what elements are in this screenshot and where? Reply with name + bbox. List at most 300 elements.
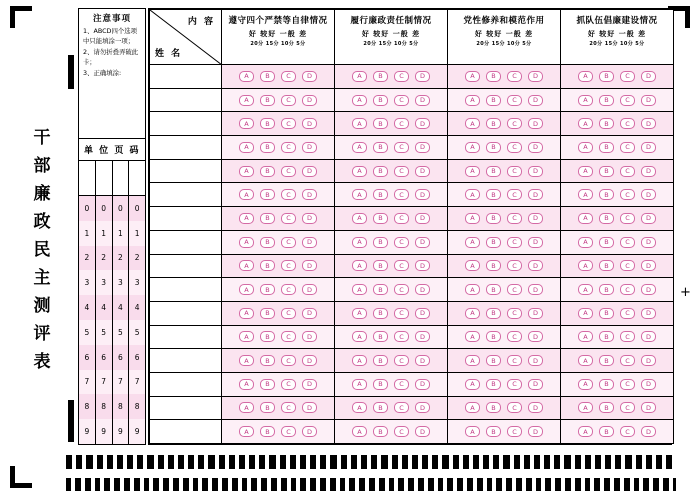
unit-code-digit-bubble[interactable]: 5 [129,320,145,345]
unit-code-write-box[interactable] [79,161,95,196]
bubble-option-d[interactable]: D [641,355,656,366]
bubble-option-a[interactable]: A [239,71,254,82]
bubble-option-b[interactable]: B [260,260,275,271]
bubble-option-d[interactable]: D [528,166,543,177]
bubble-option-a[interactable]: A [239,118,254,129]
unit-code-write-box[interactable] [96,161,112,196]
bubble-option-c[interactable]: C [507,426,522,437]
bubble-group[interactable] [335,136,448,160]
unit-code-digit-bubble[interactable]: 1 [113,221,129,246]
bubble-group[interactable] [448,112,561,136]
bubble-option-a[interactable]: A [578,308,593,319]
bubble-group[interactable] [448,207,561,231]
bubble-option-d[interactable]: D [641,213,656,224]
bubble-option-b[interactable]: B [486,166,501,177]
bubble-option-a[interactable]: A [578,260,593,271]
bubble-option-c[interactable]: C [507,189,522,200]
bubble-group[interactable] [335,420,448,444]
bubble-option-b[interactable]: B [599,237,614,248]
name-field[interactable] [150,420,222,444]
bubble-option-d[interactable]: D [302,95,317,106]
bubble-option-a[interactable]: A [465,166,480,177]
bubble-option-c[interactable]: C [620,166,635,177]
bubble-option-c[interactable]: C [620,142,635,153]
bubble-option-c[interactable]: C [620,426,635,437]
name-field[interactable] [150,254,222,278]
unit-code-grid[interactable] [78,161,146,445]
bubble-option-a[interactable]: A [465,379,480,390]
bubble-option-c[interactable]: C [394,331,409,342]
bubble-option-b[interactable]: B [373,402,388,413]
bubble-option-c[interactable]: C [281,142,296,153]
unit-code-digit-bubble[interactable]: 0 [96,196,112,221]
bubble-group[interactable] [335,112,448,136]
bubble-option-b[interactable]: B [260,379,275,390]
bubble-option-c[interactable]: C [394,308,409,319]
bubble-option-d[interactable]: D [641,71,656,82]
bubble-option-a[interactable]: A [578,379,593,390]
bubble-option-d[interactable]: D [641,284,656,295]
name-field[interactable] [150,230,222,254]
unit-code-digit-bubble[interactable]: 7 [113,370,129,395]
bubble-option-c[interactable]: C [394,426,409,437]
bubble-option-b[interactable]: B [599,95,614,106]
bubble-group[interactable] [222,372,335,396]
bubble-option-c[interactable]: C [507,166,522,177]
bubble-option-b[interactable]: B [599,308,614,319]
bubble-option-d[interactable]: D [415,260,430,271]
bubble-option-b[interactable]: B [260,95,275,106]
bubble-option-b[interactable]: B [486,355,501,366]
bubble-group[interactable] [335,349,448,373]
bubble-group[interactable] [335,65,448,89]
bubble-option-c[interactable]: C [394,260,409,271]
bubble-option-d[interactable]: D [302,237,317,248]
bubble-option-b[interactable]: B [373,308,388,319]
bubble-option-c[interactable]: C [281,71,296,82]
bubble-option-c[interactable]: C [394,142,409,153]
unit-code-digit-bubble[interactable]: 4 [113,295,129,320]
bubble-option-a[interactable]: A [352,308,367,319]
bubble-option-a[interactable]: A [578,142,593,153]
bubble-group[interactable] [335,88,448,112]
bubble-option-d[interactable]: D [415,426,430,437]
bubble-option-a[interactable]: A [578,71,593,82]
bubble-group[interactable] [448,88,561,112]
bubble-option-b[interactable]: B [599,402,614,413]
bubble-option-b[interactable]: B [260,213,275,224]
bubble-option-d[interactable]: D [641,426,656,437]
bubble-option-a[interactable]: A [239,95,254,106]
bubble-group[interactable] [222,65,335,89]
bubble-option-d[interactable]: D [302,71,317,82]
bubble-option-c[interactable]: C [394,379,409,390]
bubble-option-b[interactable]: B [486,95,501,106]
bubble-option-b[interactable]: B [486,308,501,319]
bubble-option-d[interactable]: D [302,308,317,319]
bubble-option-d[interactable]: D [641,166,656,177]
bubble-option-a[interactable]: A [352,71,367,82]
unit-code-digit-bubble[interactable]: 5 [113,320,129,345]
bubble-option-b[interactable]: B [486,402,501,413]
bubble-option-b[interactable]: B [599,189,614,200]
bubble-group[interactable] [561,254,674,278]
unit-code-column[interactable] [129,161,145,444]
bubble-option-d[interactable]: D [415,189,430,200]
bubble-option-d[interactable]: D [641,95,656,106]
bubble-option-d[interactable]: D [528,379,543,390]
bubble-option-a[interactable]: A [578,95,593,106]
bubble-group[interactable] [335,396,448,420]
bubble-option-c[interactable]: C [281,379,296,390]
bubble-option-b[interactable]: B [599,284,614,295]
bubble-option-d[interactable]: D [415,284,430,295]
bubble-group[interactable] [561,183,674,207]
bubble-group[interactable] [448,278,561,302]
bubble-group[interactable] [448,396,561,420]
bubble-option-d[interactable]: D [528,402,543,413]
bubble-option-c[interactable]: C [620,237,635,248]
bubble-option-a[interactable]: A [578,355,593,366]
bubble-option-a[interactable]: A [239,260,254,271]
bubble-option-d[interactable]: D [641,379,656,390]
bubble-option-b[interactable]: B [260,284,275,295]
bubble-option-c[interactable]: C [620,355,635,366]
bubble-option-c[interactable]: C [507,71,522,82]
bubble-option-d[interactable]: D [528,213,543,224]
bubble-option-d[interactable]: D [302,213,317,224]
name-field[interactable] [150,396,222,420]
bubble-option-c[interactable]: C [507,379,522,390]
bubble-option-b[interactable]: B [260,166,275,177]
bubble-option-a[interactable]: A [352,213,367,224]
unit-code-digit-bubble[interactable]: 8 [129,394,145,419]
unit-code-digit-bubble[interactable]: 3 [129,270,145,295]
bubble-option-b[interactable]: B [373,284,388,295]
bubble-option-c[interactable]: C [620,189,635,200]
unit-code-digit-bubble[interactable]: 0 [113,196,129,221]
bubble-option-b[interactable]: B [486,237,501,248]
bubble-group[interactable] [335,372,448,396]
bubble-option-d[interactable]: D [528,355,543,366]
unit-code-digit-bubble[interactable]: 1 [79,221,95,246]
bubble-option-a[interactable]: A [465,331,480,342]
bubble-group[interactable] [561,325,674,349]
bubble-option-a[interactable]: A [352,166,367,177]
bubble-group[interactable] [561,230,674,254]
bubble-option-b[interactable]: B [260,237,275,248]
bubble-option-c[interactable]: C [620,118,635,129]
unit-code-digit-bubble[interactable]: 5 [79,320,95,345]
bubble-option-c[interactable]: C [620,71,635,82]
bubble-group[interactable] [222,88,335,112]
bubble-option-a[interactable]: A [239,284,254,295]
bubble-option-a[interactable]: A [352,379,367,390]
bubble-option-b[interactable]: B [599,331,614,342]
unit-code-digit-bubble[interactable]: 0 [79,196,95,221]
name-field[interactable] [150,349,222,373]
bubble-option-b[interactable]: B [599,118,614,129]
bubble-option-d[interactable]: D [641,118,656,129]
bubble-option-b[interactable]: B [260,142,275,153]
bubble-option-b[interactable]: B [373,142,388,153]
bubble-option-c[interactable]: C [281,284,296,295]
bubble-option-d[interactable]: D [415,237,430,248]
unit-code-digit-bubble[interactable]: 0 [129,196,145,221]
bubble-group[interactable] [448,65,561,89]
bubble-option-b[interactable]: B [486,213,501,224]
bubble-option-c[interactable]: C [620,284,635,295]
bubble-group[interactable] [448,420,561,444]
bubble-option-c[interactable]: C [281,189,296,200]
unit-code-digit-bubble[interactable]: 3 [79,270,95,295]
bubble-option-c[interactable]: C [281,213,296,224]
unit-code-digit-bubble[interactable]: 4 [79,295,95,320]
bubble-option-d[interactable]: D [528,118,543,129]
bubble-option-a[interactable]: A [465,95,480,106]
bubble-option-c[interactable]: C [281,355,296,366]
bubble-group[interactable] [222,112,335,136]
bubble-option-d[interactable]: D [528,95,543,106]
bubble-group[interactable] [335,159,448,183]
bubble-option-c[interactable]: C [281,118,296,129]
bubble-option-d[interactable]: D [302,189,317,200]
unit-code-digit-bubble[interactable]: 9 [96,419,112,444]
bubble-option-d[interactable]: D [415,142,430,153]
unit-code-write-box[interactable] [113,161,129,196]
name-field[interactable] [150,183,222,207]
bubble-option-d[interactable]: D [641,402,656,413]
bubble-option-c[interactable]: C [394,118,409,129]
bubble-group[interactable] [561,372,674,396]
bubble-group[interactable] [335,207,448,231]
bubble-option-c[interactable]: C [281,260,296,271]
unit-code-digit-bubble[interactable]: 9 [129,419,145,444]
bubble-option-d[interactable]: D [641,189,656,200]
bubble-option-a[interactable]: A [465,213,480,224]
bubble-option-d[interactable]: D [641,142,656,153]
bubble-option-b[interactable]: B [373,118,388,129]
bubble-option-d[interactable]: D [302,118,317,129]
bubble-option-d[interactable]: D [641,237,656,248]
bubble-option-b[interactable]: B [260,355,275,366]
bubble-option-b[interactable]: B [599,355,614,366]
bubble-option-c[interactable]: C [394,95,409,106]
bubble-option-d[interactable]: D [641,260,656,271]
bubble-group[interactable] [222,325,335,349]
bubble-option-b[interactable]: B [373,331,388,342]
bubble-option-d[interactable]: D [415,71,430,82]
unit-code-digit-bubble[interactable]: 7 [129,370,145,395]
name-field[interactable] [150,159,222,183]
bubble-option-a[interactable]: A [239,237,254,248]
bubble-option-c[interactable]: C [507,237,522,248]
unit-code-digit-bubble[interactable]: 8 [79,394,95,419]
bubble-option-a[interactable]: A [465,237,480,248]
bubble-option-c[interactable]: C [507,213,522,224]
bubble-group[interactable] [448,159,561,183]
bubble-group[interactable] [222,254,335,278]
bubble-option-a[interactable]: A [352,189,367,200]
unit-code-digit-bubble[interactable]: 4 [129,295,145,320]
bubble-option-a[interactable]: A [239,142,254,153]
bubble-option-a[interactable]: A [465,189,480,200]
bubble-option-d[interactable]: D [302,331,317,342]
bubble-option-b[interactable]: B [599,166,614,177]
bubble-option-b[interactable]: B [486,284,501,295]
bubble-option-b[interactable]: B [373,426,388,437]
bubble-group[interactable] [561,278,674,302]
name-field[interactable] [150,88,222,112]
bubble-option-d[interactable]: D [415,213,430,224]
bubble-option-b[interactable]: B [486,71,501,82]
bubble-option-b[interactable]: B [260,71,275,82]
unit-code-digit-bubble[interactable]: 8 [96,394,112,419]
bubble-option-b[interactable]: B [599,426,614,437]
name-field[interactable] [150,325,222,349]
bubble-option-c[interactable]: C [620,95,635,106]
bubble-option-a[interactable]: A [465,284,480,295]
bubble-option-d[interactable]: D [528,426,543,437]
bubble-group[interactable] [222,396,335,420]
bubble-option-d[interactable]: D [415,379,430,390]
bubble-option-c[interactable]: C [620,308,635,319]
bubble-group[interactable] [335,325,448,349]
bubble-option-d[interactable]: D [415,308,430,319]
unit-code-digit-bubble[interactable]: 6 [96,345,112,370]
bubble-option-c[interactable]: C [507,331,522,342]
bubble-option-d[interactable]: D [302,426,317,437]
bubble-option-b[interactable]: B [486,189,501,200]
bubble-group[interactable] [561,159,674,183]
bubble-option-c[interactable]: C [620,213,635,224]
bubble-group[interactable] [561,65,674,89]
bubble-option-b[interactable]: B [373,237,388,248]
bubble-group[interactable] [222,183,335,207]
bubble-option-a[interactable]: A [352,284,367,295]
bubble-option-c[interactable]: C [507,260,522,271]
bubble-group[interactable] [222,159,335,183]
name-field[interactable] [150,207,222,231]
bubble-option-b[interactable]: B [486,260,501,271]
bubble-option-b[interactable]: B [599,142,614,153]
bubble-option-a[interactable]: A [465,260,480,271]
bubble-option-d[interactable]: D [415,118,430,129]
bubble-group[interactable] [335,254,448,278]
bubble-group[interactable] [335,183,448,207]
unit-code-column[interactable] [113,161,130,444]
bubble-group[interactable] [222,278,335,302]
bubble-option-b[interactable]: B [373,189,388,200]
bubble-option-c[interactable]: C [281,426,296,437]
bubble-option-d[interactable]: D [415,355,430,366]
bubble-group[interactable] [448,325,561,349]
bubble-option-d[interactable]: D [415,331,430,342]
bubble-option-c[interactable]: C [394,166,409,177]
bubble-option-a[interactable]: A [352,355,367,366]
bubble-option-a[interactable]: A [578,189,593,200]
unit-code-digit-bubble[interactable]: 8 [113,394,129,419]
name-field[interactable] [150,301,222,325]
name-field[interactable] [150,65,222,89]
unit-code-digit-bubble[interactable]: 2 [129,246,145,271]
bubble-option-a[interactable]: A [578,284,593,295]
unit-code-digit-bubble[interactable]: 9 [79,419,95,444]
bubble-group[interactable] [448,136,561,160]
bubble-option-c[interactable]: C [394,284,409,295]
bubble-group[interactable] [222,420,335,444]
bubble-option-a[interactable]: A [239,355,254,366]
bubble-option-d[interactable]: D [641,308,656,319]
bubble-option-d[interactable]: D [415,402,430,413]
bubble-group[interactable] [561,420,674,444]
bubble-option-a[interactable]: A [578,402,593,413]
bubble-option-c[interactable]: C [507,95,522,106]
unit-code-digit-bubble[interactable]: 1 [129,221,145,246]
bubble-option-b[interactable]: B [486,331,501,342]
bubble-option-a[interactable]: A [239,308,254,319]
unit-code-digit-bubble[interactable]: 4 [96,295,112,320]
bubble-option-a[interactable]: A [352,331,367,342]
bubble-option-b[interactable]: B [373,95,388,106]
bubble-option-a[interactable]: A [578,426,593,437]
unit-code-digit-bubble[interactable]: 2 [96,246,112,271]
bubble-option-d[interactable]: D [415,95,430,106]
bubble-option-c[interactable]: C [507,402,522,413]
unit-code-column[interactable] [79,161,96,444]
bubble-option-c[interactable]: C [394,189,409,200]
unit-code-write-box[interactable] [129,161,145,196]
bubble-group[interactable] [448,183,561,207]
bubble-option-b[interactable]: B [260,426,275,437]
unit-code-digit-bubble[interactable]: 6 [79,345,95,370]
bubble-option-c[interactable]: C [394,213,409,224]
bubble-option-a[interactable]: A [578,331,593,342]
bubble-option-a[interactable]: A [352,426,367,437]
bubble-group[interactable] [561,396,674,420]
bubble-option-b[interactable]: B [373,355,388,366]
bubble-option-d[interactable]: D [302,166,317,177]
bubble-option-a[interactable]: A [578,118,593,129]
unit-code-digit-bubble[interactable]: 3 [96,270,112,295]
bubble-option-d[interactable]: D [528,308,543,319]
bubble-option-c[interactable]: C [620,379,635,390]
unit-code-digit-bubble[interactable]: 9 [113,419,129,444]
bubble-option-d[interactable]: D [528,71,543,82]
bubble-group[interactable] [222,136,335,160]
bubble-option-b[interactable]: B [373,379,388,390]
bubble-option-b[interactable]: B [260,402,275,413]
bubble-group[interactable] [561,207,674,231]
bubble-option-c[interactable]: C [507,142,522,153]
bubble-option-a[interactable]: A [239,426,254,437]
unit-code-digit-bubble[interactable]: 1 [96,221,112,246]
bubble-option-b[interactable]: B [260,308,275,319]
bubble-group[interactable] [448,372,561,396]
bubble-option-b[interactable]: B [486,379,501,390]
bubble-option-b[interactable]: B [599,379,614,390]
unit-code-digit-bubble[interactable]: 2 [79,246,95,271]
bubble-option-b[interactable]: B [486,142,501,153]
bubble-option-a[interactable]: A [352,95,367,106]
bubble-group[interactable] [335,230,448,254]
bubble-option-d[interactable]: D [641,331,656,342]
bubble-option-a[interactable]: A [352,118,367,129]
bubble-option-c[interactable]: C [507,308,522,319]
bubble-group[interactable] [561,349,674,373]
bubble-group[interactable] [335,278,448,302]
bubble-option-a[interactable]: A [239,166,254,177]
